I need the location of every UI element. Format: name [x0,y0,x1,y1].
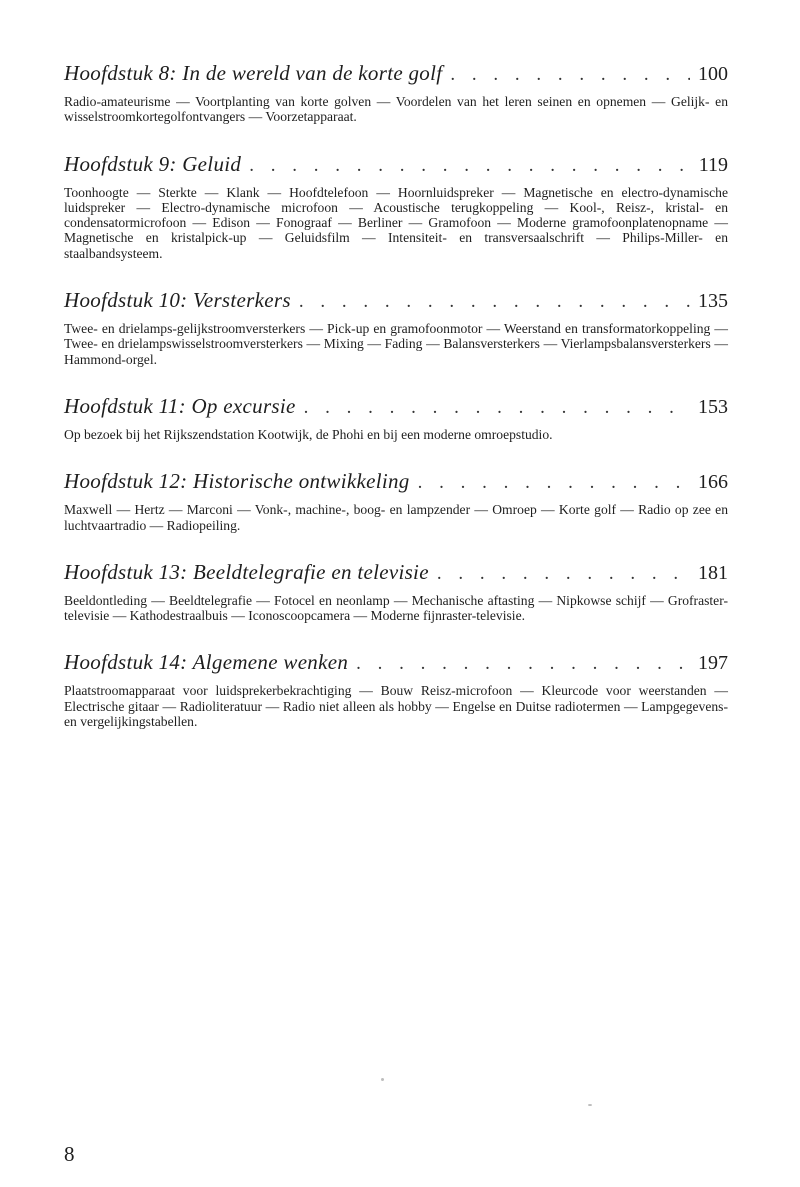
chapter-title: Hoofdstuk 12: Historische ontwikkeling [64,469,410,494]
chapter-title: Hoofdstuk 14: Algemene wenken [64,650,349,675]
chapter-page-number: 119 [698,153,728,176]
chapter-heading [64,468,728,496]
dot-leader [356,651,690,677]
chapter-title: Hoofdstuk 8: In de wereld van de korte golf [64,61,443,85]
chapter-heading [64,287,728,315]
dot-leader [418,470,690,496]
chapter-entry [64,559,728,624]
chapter-summary: Plaatstroomapparaat voor luidsprekerbekrachtiging — Bouw Reisz-microfoon — Kleurcode voor weerstanden — Electrische gitaar — Radioliteratuur — Radio niet alleen als hobby — Engelse en Duitse radiotermen — Lampgegevens- en vergelijkingstabellen. [64,683,728,730]
dot-leader [437,561,690,587]
chapter-summary: Beeldontleding — Beeldtelegrafie — Fotocel en neonlamp — Mechanische aftasting — Nipkowse schijf — Grofraster-televisie — Kathodestraalbuis — Iconoscoopcamera — Moderne fijnraster-televisie. [64,592,728,624]
chapter-page-number: 197 [698,652,728,675]
dot-leader [304,395,690,421]
chapter-page-number: 153 [698,395,728,418]
chapter-heading [64,60,728,88]
table-of-contents [64,60,728,755]
page-number: 8 [64,1142,75,1166]
chapter-heading [64,649,728,677]
chapter-entry [64,393,728,442]
chapter-summary: Op bezoek bij het Rijkszendstation Kootwijk, de Phohi en bij een moderne omroepstudio. [64,426,553,442]
chapter-title: Hoofdstuk 10: Versterkers [64,288,291,313]
chapter-entry [64,151,728,261]
chapter-heading [64,151,728,179]
chapter-entry [64,649,728,729]
chapter-page-number: 100 [698,63,728,85]
dot-leader [249,153,691,179]
chapter-title: Hoofdstuk 9: Geluid [64,151,242,176]
chapter-heading [64,393,728,421]
chapter-entry [64,468,728,533]
chapter-summary: Toonhoogte — Sterkte — Klank — Hoofdtelefoon — Hoornluidspreker — Magnetische en electro-dynamische luidspreker — Electro-dynamische microfoon — Acoustische terugkoppeling — Kool-, Reisz-, kristal- en condensatormicrofoon — Edison — Fonograaf — Berliner — Gramofoon — Moderne gramofoonplatenopname — Magnetische en kristalpick-up — Geluidsfilm — Intensiteit- en transversaalschrift — Philips-Miller- en staalbandsysteem. [64,184,728,261]
paper-speck [381,1078,384,1081]
chapter-entry [64,60,728,125]
chapter-page-number: 181 [698,561,728,584]
chapter-title: Hoofdstuk 11: Op excursie [64,393,296,418]
chapter-summary: Radio-amateurisme — Voortplanting van korte golven — Voordelen van het leren seinen en opnemen — Gelijk- en wisselstroomkortegolfontvangers — Voorzetapparaat. [64,94,728,125]
dot-leader [450,62,690,88]
chapter-page-number: 166 [698,471,728,494]
chapter-page-number: 135 [698,290,728,313]
paper-speck [588,1104,592,1106]
chapter-title: Hoofdstuk 13: Beeldtelegrafie en televisie [64,559,429,584]
chapter-entry [64,287,728,367]
chapter-summary: Twee- en drielamps-gelijkstroomversterkers — Pick-up en gramofoonmotor — Weerstand en transformatorkoppeling — Twee- en drielampswisselstroomversterkers — Mixing — Fading — Balansversterkers — Vierlampsbalansversterkers — Hammond-orgel. [64,321,728,367]
chapter-heading [64,559,728,587]
chapter-summary: Maxwell — Hertz — Marconi — Vonk-, machine-, boog- en lampzender — Omroep — Korte golf — Radio op zee en luchtvaartradio — Radiopeiling. [64,502,728,533]
dot-leader [299,289,690,315]
